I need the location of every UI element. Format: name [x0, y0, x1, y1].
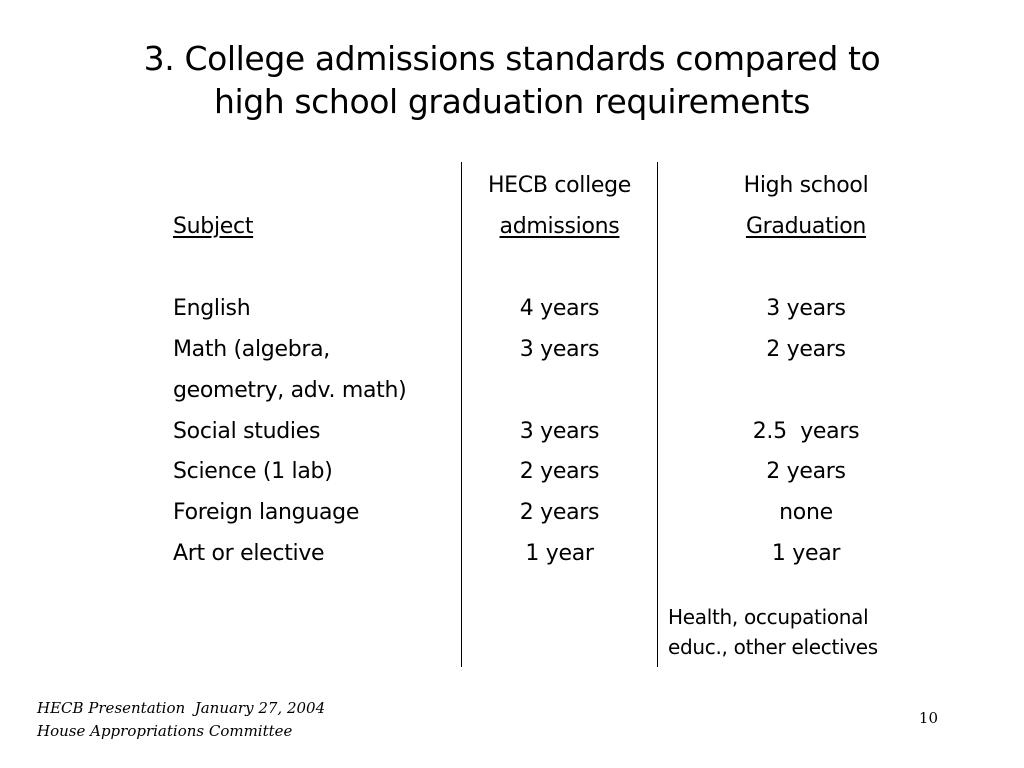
hs-note-line-1: Health, occupational — [668, 605, 869, 629]
header-high-school-line-1: High school — [743, 173, 869, 198]
hecb-math: 3 years — [519, 337, 600, 362]
subject-foreign-language: Foreign language — [173, 500, 360, 525]
hecb-social-studies: 3 years — [519, 419, 600, 444]
hs-english: 3 years — [766, 296, 846, 321]
subject-english: English — [173, 296, 251, 321]
slide-title-line-2: high school graduation requirements — [213, 82, 811, 121]
hs-art-elective: 1 year — [771, 541, 841, 566]
hecb-science: 2 years — [519, 459, 600, 484]
hecb-art-elective: 1 year — [525, 541, 594, 566]
header-high-school-line-2: Graduation — [745, 214, 867, 239]
hs-science: 2 years — [766, 459, 846, 484]
hs-note-line-2: educ., other electives — [668, 635, 878, 659]
header-hecb-line-1: HECB college — [487, 173, 632, 198]
page-number: 10 — [918, 709, 938, 727]
hs-math: 2 years — [766, 337, 846, 362]
slide-title-line-1: 3. College admissions standards compared to — [143, 39, 881, 78]
hecb-foreign-language: 2 years — [519, 500, 600, 525]
subject-math-continued: geometry, adv. math) — [173, 378, 407, 403]
subject-science: Science (1 lab) — [173, 459, 333, 484]
subject-social-studies: Social studies — [173, 419, 321, 444]
subject-art-elective: Art or elective — [173, 541, 325, 566]
hs-social-studies: 2.5 years — [752, 419, 860, 444]
footer-presentation-date: HECB Presentation January 27, 2004 — [37, 699, 326, 717]
hs-foreign-language: none — [779, 500, 833, 525]
subject-math: Math (algebra, — [173, 337, 330, 362]
hecb-english: 4 years — [519, 296, 600, 321]
footer-committee: House Appropriations Committee — [37, 722, 293, 740]
header-hecb-line-2: admissions — [499, 214, 620, 239]
header-subject: Subject — [173, 214, 254, 239]
